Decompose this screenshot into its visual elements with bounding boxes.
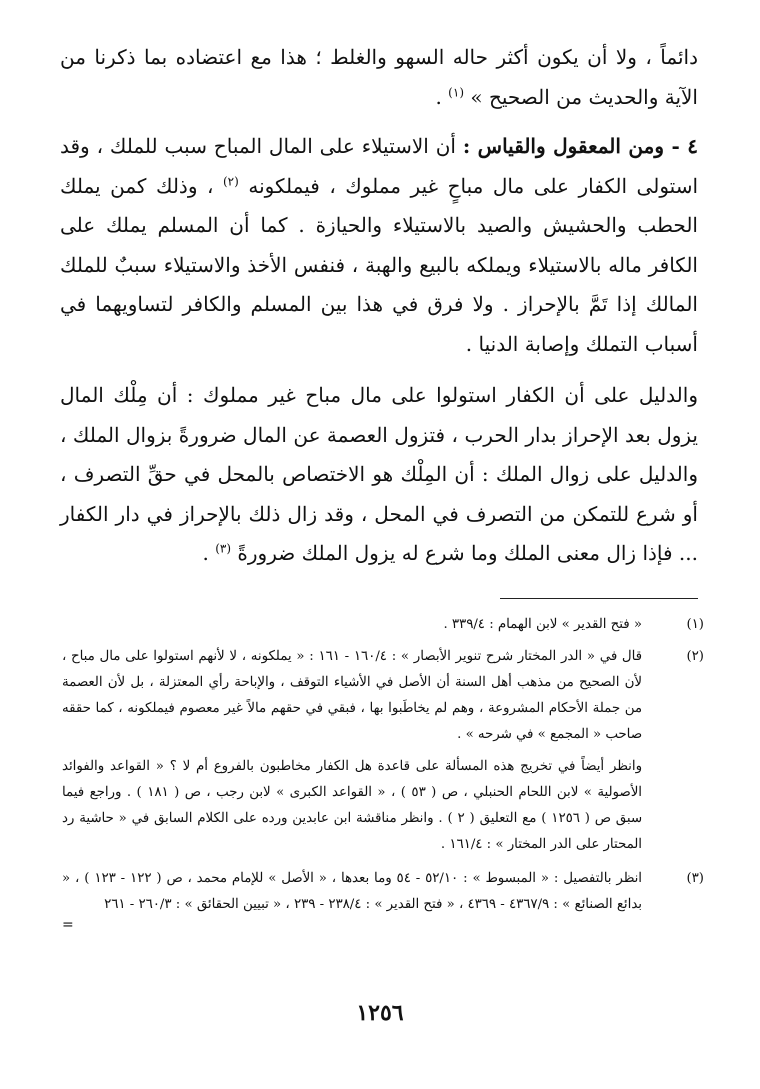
paragraph-1 xyxy=(60,38,698,117)
footnote-2 xyxy=(62,644,704,858)
paragraph-3-end: . xyxy=(202,541,216,565)
paragraph-3 xyxy=(60,376,698,574)
footnote-divider xyxy=(500,598,698,599)
footnote-1 xyxy=(62,612,704,638)
section-heading-4: ٤ - ومن المعقول والقياس : xyxy=(462,134,698,158)
footnote-2-text-a: قال في « الدر المختار شرح تنوير الأبصار » : ١٦٠/٤ - ١٦١ : « يملكونه ، لا لأنهم استولوا على مال مباح ، لأن الصحيح من مذهب أهل السنة أن الأصل في الأشياء التوقف ، والإباحة رأي المعتزلة ، بل لأن العصمة من جملة الأحكام المشروعة ، وهم لم يخاطَبوا بها ، فبقي في حقهم مالاً غير معصوم فيملكونه ، كما حققه صاحب « المجمع » في شرحه » . xyxy=(62,649,642,742)
footnote-2-number: (٢) xyxy=(686,649,704,664)
main-text xyxy=(60,38,698,574)
footnote-1-number: (١) xyxy=(686,617,704,632)
paragraph-2-text-a: أن الاستيلاء على المال المباح سبب للملك ، وقد استولى الكفار على مال مباحٍ غير مملوك ، فيملكونه xyxy=(60,134,699,198)
footnote-3-text: انظر بالتفصيل : « المبسوط » : ٥٢/١٠ - ٥٤ وما بعدها ، « الأصل » للإمام محمد ، ص ( ١٢٢ - ١٢٣ ) ، « بدائع الصنائع » : ٤٣٦٧/٩ - ٤٣٦٩ ، « فتح القدير » : ٢٣٨/٤ - ٢٣٩ ، « تبيين الحقائق » : ٢٦٠/٣ - ٢٦١ xyxy=(62,871,642,912)
paragraph-1-text: دائماً ، ولا أن يكون أكثر حاله السهو والغلط ؛ هذا مع اعتضاده بما ذكرنا من الآية والحديث من الصحيح » xyxy=(60,45,698,109)
footnote-1-text: « فتح القدير » لابن الهمام : ٣٣٩/٤ . xyxy=(443,617,642,632)
footnote-2-text-b: وانظر أيضاً في تخريج هذه المسألة على قاعدة هل الكفار مخاطبون بالفروع أم لا ؟ « القواعد والفوائد الأصولية » لابن اللحام الحنبلي ، ص ( ٥٣ ) ، « القواعد الكبرى » لابن رجب ، ص ( ١٨١ ) . وراجع فيما سبق ص ( ١٢٥٦ ) مع التعليق ( ٢ ) . وانظر مناقشة ابن عابدين ورده على الكلام السابق في « حاشية رد المحتار على الدر المختار » : ١٦١/٤ . xyxy=(62,759,642,852)
footnote-ref-1[interactable]: (١) xyxy=(448,84,464,99)
paragraph-2 xyxy=(60,127,698,364)
paragraph-1-end: . xyxy=(435,84,449,109)
footnote-3 xyxy=(62,866,704,932)
footnote-3-number: (٣) xyxy=(686,871,704,886)
page-number: ١٢٥٦ xyxy=(356,1000,404,1026)
footnotes xyxy=(62,612,704,932)
footnote-ref-2[interactable]: (٢) xyxy=(222,173,239,188)
paragraph-2-text-b: ، وذلك كمن يملك الحطب والحشيش والصيد بالاستيلاء والحيازة . كما أن المسلم يملك على الكافر ماله بالاستيلاء ويملكه بالبيع والهبة ، فنفس الأخذ والاستيلاء سببٌ للملك المالك إذا تَمَّ بالإحراز . ولا فرق في هذا بين المسلم والكافر لتساويهما في أسباب التملك وإصابة الدنيا . xyxy=(60,173,698,356)
footnote-ref-3[interactable]: (٣) xyxy=(215,541,232,556)
paragraph-3-text: والدليل على أن الكفار استولوا على مال مباح غير مملوك : أن مِلْك المال يزول بعد الإحراز بدار الحرب ، فتزول العصمة عن المال ضرورةً بزوال الملك ، والدليل على زوال الملك : أن المِلْك هو الاختصاص بالمحل في حقِّ التصرف ، أو شرع للتمكن من التصرف في المحل ، وقد زال ذلك بالإحراز في دار الكفار ... فإذا زال معنى الملك وما شرع له يزول الملك ضرورةً xyxy=(60,383,698,565)
continuation-mark: = xyxy=(62,917,74,933)
